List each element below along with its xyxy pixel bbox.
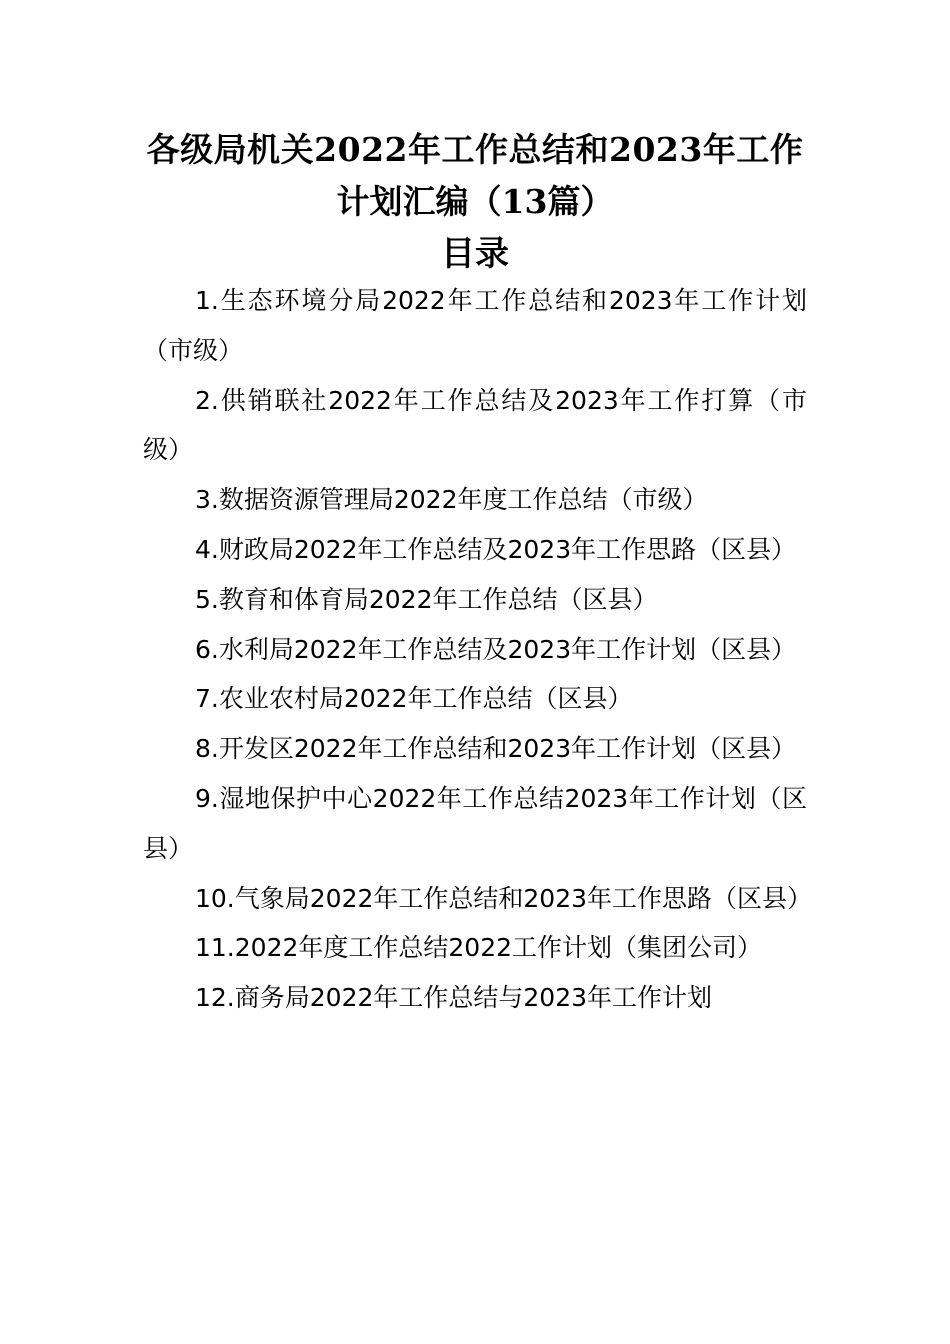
toc-item-7: 7.农业农村局2022年工作总结（区县）: [195, 684, 633, 714]
toc-item-12: 12.商务局2022年工作总结与2023年工作计划: [195, 983, 713, 1013]
document-title-line-2: 计划汇编（13篇）: [336, 182, 614, 221]
toc-item-5: 5.教育和体育局2022年工作总结（区县）: [195, 584, 658, 614]
toc-item-4: 4.财政局2022年工作总结及2023年工作思路（区县）: [195, 534, 797, 564]
toc-heading: 目录: [441, 234, 509, 274]
document-title-line-1: 各级局机关2022年工作总结和2023年工作: [146, 130, 804, 169]
table-of-contents: [143, 276, 813, 1023]
toc-item-8: 8.开发区2022年工作总结和2023年工作计划（区县）: [195, 734, 797, 764]
toc-item-9: 9.湿地保护中心2022年工作总结2023年工作计划（区县）: [143, 783, 807, 863]
toc-item-10: 10.气象局2022年工作总结和2023年工作思路（区县）: [195, 883, 813, 913]
toc-item-1: 1.生态环境分局2022年工作总结和2023年工作计划（市级）: [143, 286, 807, 365]
toc-item-3: 3.数据资源管理局2022年度工作总结（市级）: [195, 485, 708, 515]
toc-item-11: 11.2022年度工作总结2022工作计划（集团公司）: [195, 933, 763, 963]
toc-item-2: 2.供销联社2022年工作总结及2023年工作打算（市级）: [143, 385, 807, 465]
toc-item-6: 6.水利局2022年工作总结及2023年工作计划（区县）: [195, 634, 797, 664]
